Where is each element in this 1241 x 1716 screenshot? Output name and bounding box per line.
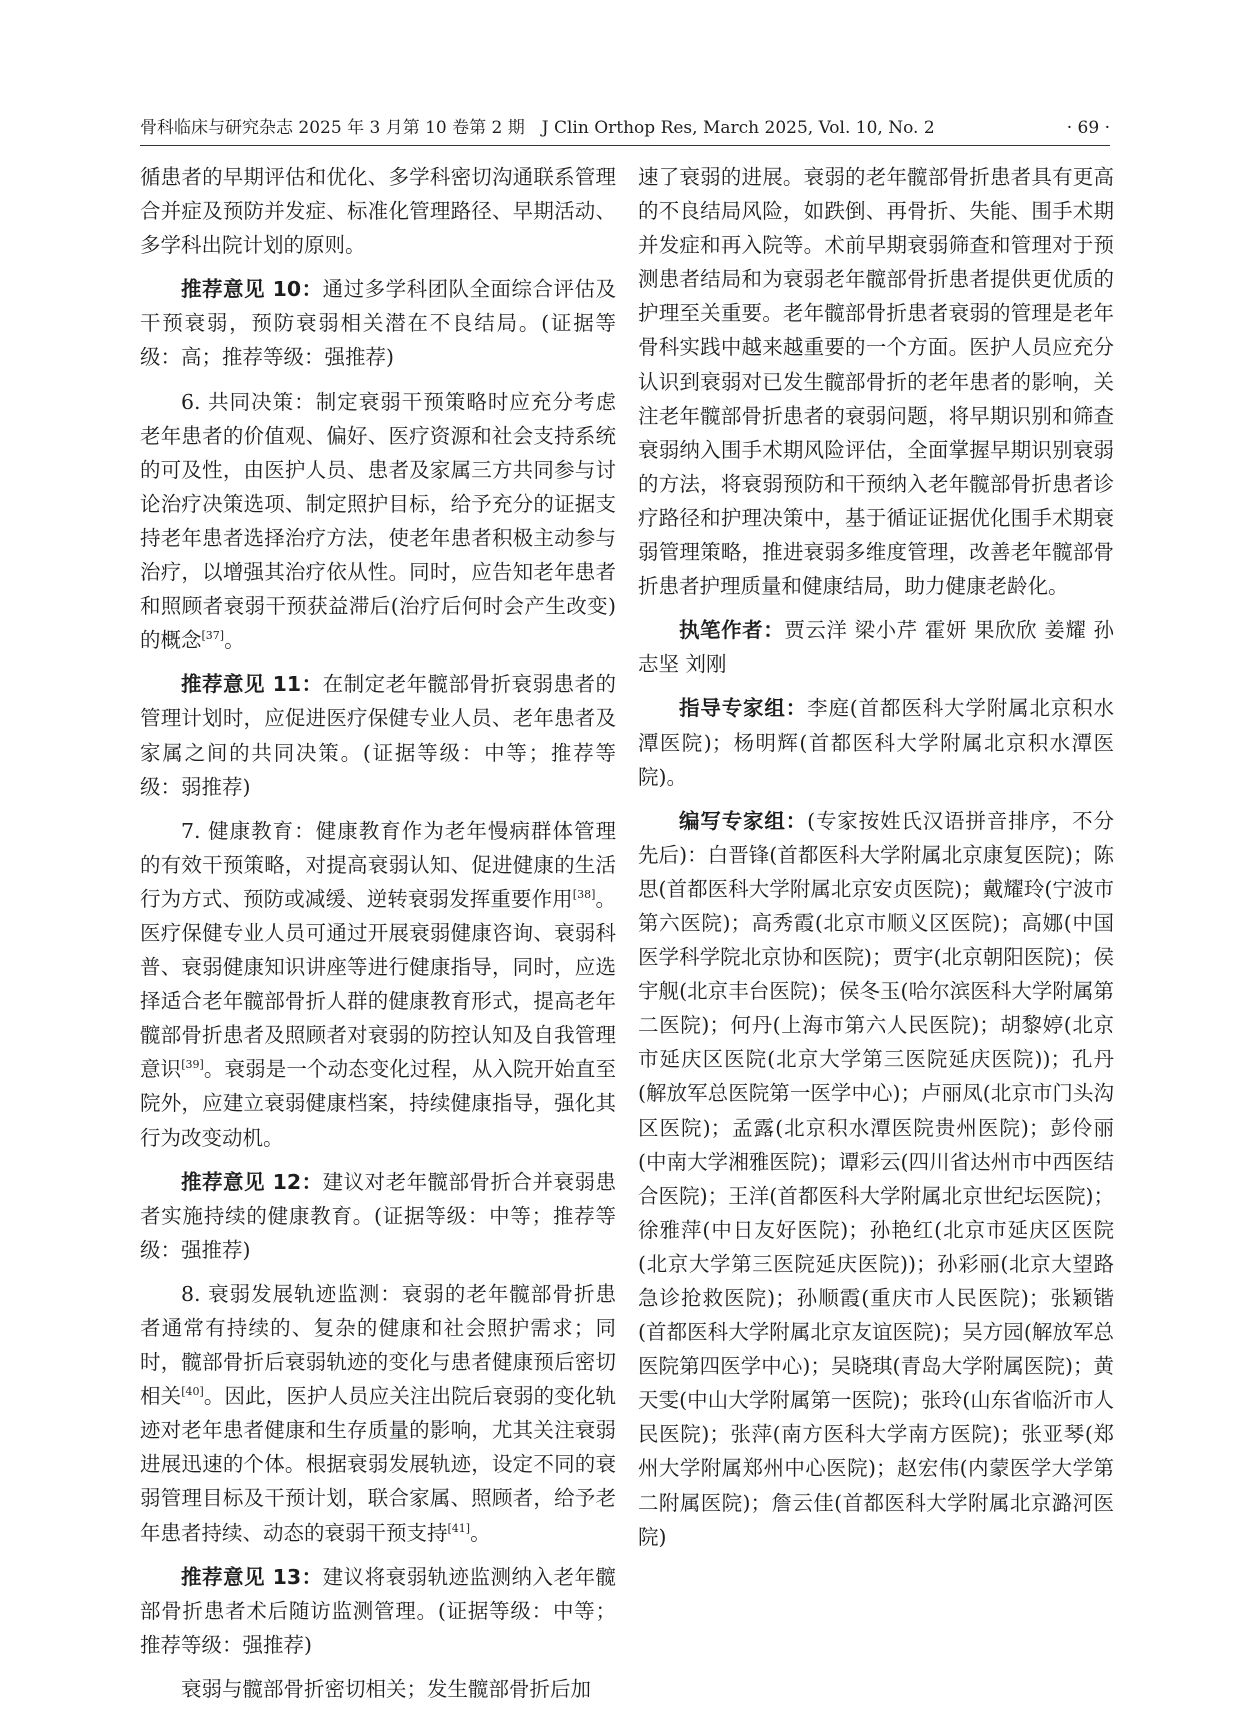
- recommendation-label: 推荐意见 13：: [181, 1564, 323, 1589]
- conclusion-continued: 速了衰弱的进展。衰弱的老年髋部骨折患者具有更高的不良结局风险，如跌倒、再骨折、失能、围手术期并发症和再入院等。术前早期衰弱筛查和管理对于预测患者结局和为衰弱老年髋部骨折患者提供更优质的护理至关重要。老年髋部骨折患者衰弱的管理是老年骨科实践中越来越重要的一个方面。医护人员应充分认识到衰弱对已发生髋部骨折的老年患者的影响，关注老年髋部骨折患者的衰弱问题，将早期识别和筛查衰弱纳入围手术期风险评估，全面掌握早期识别衰弱的方法，将衰弱预防和干预纳入老年髋部骨折患者诊疗路径和护理决策中，基于循证证据优化围手术期衰弱管理策略，推进衰弱多维度管理，改善老年髋部骨折患者护理质量和健康结局，助力健康老龄化。: [638, 165, 1114, 599]
- page-number: · 69 ·: [1066, 118, 1110, 138]
- left-column: [140, 160, 616, 1716]
- recommendation-10: 推荐意见 10：通过多学科团队全面综合评估及干预衰弱，预防衰弱相关潜在不良结局。(证据等级：高；推荐等级：强推荐): [140, 277, 616, 370]
- journal-citation: 骨科临床与研究杂志 2025 年 3 月第 10 卷第 2 期 J Clin Orthop Res, March 2025, Vol. 10, No. 2: [140, 118, 935, 138]
- citation: [39]: [181, 1058, 204, 1072]
- running-header: [140, 113, 1110, 143]
- citation: [41]: [447, 1521, 471, 1535]
- authors: 执笔作者：贾云洋 梁小芹 霍妍 果欣欣 姜耀 孙志坚 刘刚: [638, 618, 1114, 677]
- citation: [38]: [572, 888, 596, 902]
- recommendation-label: 推荐意见 10：: [181, 277, 323, 302]
- recommendation-label: 推荐意见 12：: [181, 1169, 323, 1194]
- section-health-education: 7. 健康教育：健康教育作为老年慢病群体管理的有效干预策略，对提高衰弱认知、促进健康的生活行为方式、预防或减缓、逆转衰弱发挥重要作用[38]。医疗保健专业人员可通过开展衰弱健康咨询、衰弱科普、衰弱健康知识讲座等进行健康指导，同时，应选择适合老年髋部骨折人群的健康教育形式，提高老年髋部骨折患者及照顾者对衰弱的防控认知及自我管理意识[39]。衰弱是一个动态变化过程，从入院开始直至院外，应建立衰弱健康档案，持续健康指导，强化其行为改变动机。: [140, 818, 616, 1150]
- recommendation-12: 推荐意见 12：建议对老年髋部骨折合并衰弱患者实施持续的健康教育。(证据等级：中等；推荐等级：强推荐): [140, 1169, 616, 1262]
- paragraph-continued: 循患者的早期评估和优化、多学科密切沟通联系管理合并症及预防并发症、标准化管理路径、早期活动、多学科出院计划的原则。: [140, 165, 616, 258]
- recommendation-label: 推荐意见 11：: [181, 672, 323, 697]
- writing-label: 编写专家组：: [679, 808, 808, 833]
- recommendation-11: 推荐意见 11：在制定老年髋部骨折衰弱患者的管理计划时，应促进医疗保健专业人员、老年患者及家属之间的共同决策。(证据等级：中等；推荐等级：弱推荐): [140, 672, 616, 799]
- recommendation-13: 推荐意见 13：建议将衰弱轨迹监测纳入老年髋部骨折患者术后随访监测管理。(证据等级：中等；推荐等级：强推荐): [140, 1564, 616, 1657]
- conclusion-paragraph: 衰弱与髋部骨折密切相关；发生髋部骨折后加: [181, 1676, 591, 1701]
- header-rule: [140, 145, 1110, 146]
- guidance-experts: 指导专家组：李庭(首都医科大学附属北京积水潭医院)；杨明辉(首都医科大学附属北京积水潭医院)。: [638, 696, 1115, 789]
- citation: [40]: [181, 1385, 204, 1399]
- citation: [37]: [201, 629, 225, 643]
- authors-label: 执笔作者：: [679, 618, 785, 643]
- guidance-label: 指导专家组：: [679, 696, 808, 721]
- section-trajectory-monitoring: 8. 衰弱发展轨迹监测：衰弱的老年髋部骨折患者通常有持续的、复杂的健康和社会照护需求；同时，髋部骨折后衰弱轨迹的变化与患者健康预后密切相关[40]。因此，医护人员应关注出院后衰弱的变化轨迹对老年患者健康和生存质量的影响，尤其关注衰弱进展迅速的个体。根据衰弱发展轨迹，设定不同的衰弱管理目标及干预计划，联合家属、照顾者，给予老年患者持续、动态的衰弱干预支持[41]。: [140, 1281, 616, 1545]
- right-column: [638, 160, 1114, 1564]
- writing-experts: 编写专家组：(专家按姓氏汉语拼音排序，不分先后)：白晋锋(首都医科大学附属北京康复医院)；陈思(首都医科大学附属北京安贞医院)；戴耀玲(宁波市第六医院)；高秀霞(北京市顺义区医院)；高娜(中国医学科学院北京协和医院)；贾宇(北京朝阳医院)；侯宇舰(北京丰台医院)；侯冬玉(哈尔滨医科大学附属第二医院)；何丹(上海市第六人民医院)；胡黎婷(北京市延庆区医院(北京大学第三医院延庆医院))；孔丹(解放军总医院第一医学中心)；卢丽凤(北京市门头沟区医院)；孟露(北京积水潭医院贵州医院)；彭伶丽(中南大学湘雅医院)；谭彩云(四川省达州市中西医结合医院)；王洋(首都医科大学附属北京世纪坛医院)；徐雅萍(中日友好医院)；孙艳红(北京市延庆区医院(北京大学第三医院延庆医院))；孙彩丽(北京大望路急诊抢救医院)；孙顺霞(重庆市人民医院)；张颖锴(首都医科大学附属北京友谊医院)；吴方园(解放军总医院第四医学中心)；吴晓琪(青岛大学附属医院)；黄天雯(中山大学附属第一医院)；张玲(山东省临沂市人民医院)；张萍(南方医科大学南方医院)；张亚琴(郑州大学附属郑州中心医院)；赵宏伟(内蒙医学大学第二附属医院)；詹云佳(首都医科大学附属北京潞河医院): [638, 808, 1115, 1549]
- section-shared-decision: 6. 共同决策：制定衰弱干预策略时应充分考虑老年患者的价值观、偏好、医疗资源和社会支持系统的可及性，由医护人员、患者及家属三方共同参与讨论治疗决策选项、制定照护目标，给予充分的证据支持老年患者选择治疗方法，使老年患者积极主动参与治疗，以增强其治疗依从性。同时，应告知老年患者和照顾者衰弱干预获益滞后(治疗后何时会产生改变)的概念[37]。: [140, 389, 616, 653]
